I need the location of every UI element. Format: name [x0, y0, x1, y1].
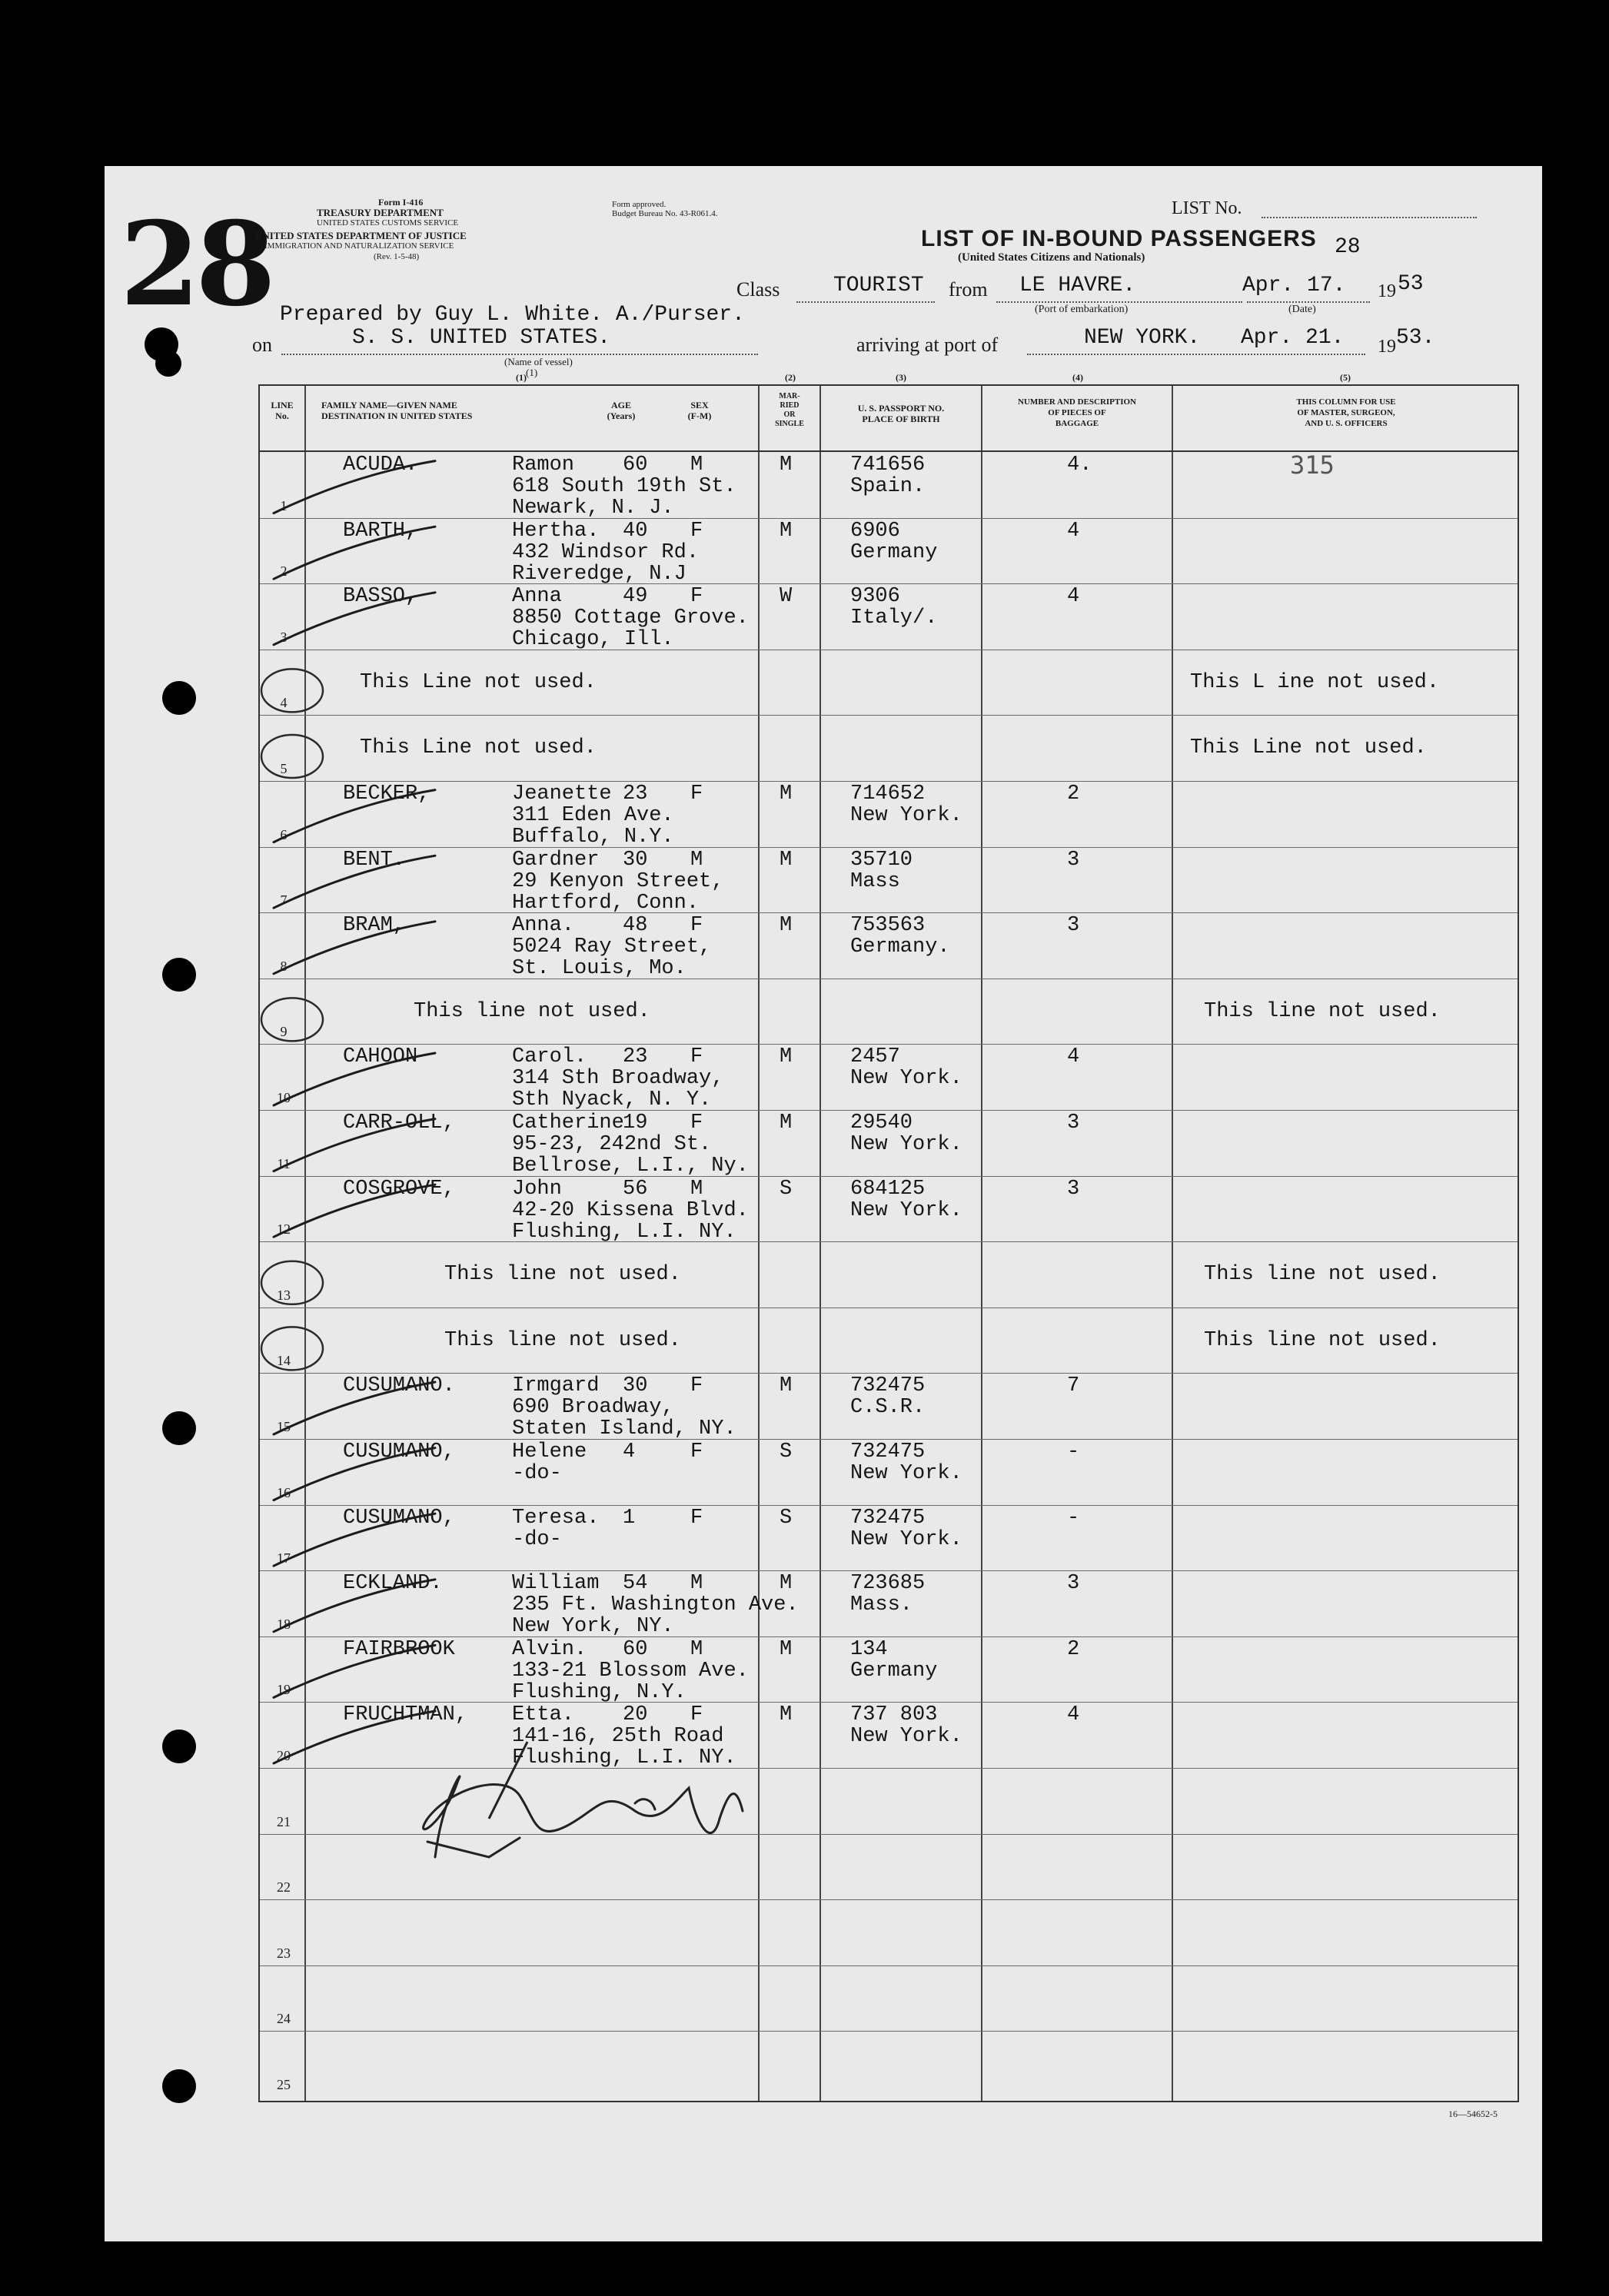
passenger-surname: FAIRBROOK — [343, 1637, 455, 1661]
row-rule — [260, 1439, 1518, 1440]
passenger-sex: M — [690, 848, 703, 872]
line-not-used-left: This line not used. — [444, 1328, 681, 1352]
row-rule — [260, 2031, 1518, 2032]
place-of-birth: Germany. — [850, 935, 950, 959]
line-number: 3 — [280, 629, 288, 645]
class-line — [796, 301, 935, 303]
class-value: TOURIST — [833, 274, 924, 297]
line-number: 21 — [277, 1813, 291, 1829]
port-of-embarkation: LE HAVRE. — [1019, 274, 1136, 297]
passenger-marital-status: M — [780, 1637, 793, 1661]
passenger-age: 60 — [623, 1637, 648, 1661]
col-num-2: (2) — [785, 372, 796, 383]
passenger-address-2: Sth Nyack, N. Y. — [512, 1088, 712, 1112]
line-number: 25 — [277, 2077, 291, 2092]
place-of-birth: New York. — [850, 1725, 962, 1749]
passenger-marital-status: M — [780, 848, 793, 872]
baggage-count: 3 — [1067, 1111, 1080, 1135]
vessel-name: S. S. UNITED STATES. — [352, 326, 611, 350]
row-rule — [260, 1307, 1518, 1308]
passenger-given-name: Anna. — [512, 914, 575, 938]
passenger-given-name: Ramon — [512, 454, 575, 477]
passport-number: 732475 — [850, 1374, 926, 1398]
year-prefix: 19 — [1378, 281, 1396, 301]
port-line — [996, 301, 1242, 303]
passenger-given-name: Alvin. — [512, 1637, 587, 1661]
arrival-year-prefix: 19 — [1378, 337, 1396, 357]
passenger-table — [258, 372, 1519, 2102]
passenger-surname: BRAM, — [343, 914, 406, 938]
passenger-age: 49 — [623, 585, 648, 609]
punch-hole — [162, 1729, 196, 1763]
col-header-married: MAR- RIED OR SINGLE — [775, 392, 804, 428]
passport-number: 732475 — [850, 1440, 926, 1464]
vessel-caption: (Name of vessel) — [504, 356, 573, 367]
passenger-sex: F — [690, 1703, 703, 1727]
passenger-sex: F — [690, 1440, 703, 1464]
passenger-marital-status: M — [780, 1045, 793, 1069]
passenger-sex: F — [690, 1506, 703, 1530]
row-rule — [260, 1373, 1518, 1374]
passenger-age: 20 — [623, 1703, 648, 1727]
passenger-sex: F — [690, 519, 703, 543]
place-of-birth: Germany — [850, 1659, 938, 1683]
place-of-birth: New York. — [850, 804, 962, 827]
passenger-age: 19 — [623, 1111, 648, 1135]
immigration-service: IMMIGRATION AND NATURALIZATION SERVICE — [264, 241, 454, 251]
line-number: 19 — [277, 1682, 291, 1698]
passenger-sex: F — [690, 783, 703, 806]
row-rule — [260, 1834, 1518, 1835]
passenger-age: 23 — [623, 1045, 648, 1069]
passenger-address-2: Chicago, Ill. — [512, 628, 674, 652]
line-not-used-right: This line not used. — [1204, 1263, 1441, 1287]
passenger-marital-status: M — [780, 454, 793, 477]
col-divider — [304, 386, 306, 2101]
revision: (Rev. 1-5-48) — [374, 252, 420, 261]
passenger-surname: CAHOON — [343, 1045, 418, 1069]
passport-number: 9306 — [850, 585, 900, 609]
line-not-used-right: This L ine not used. — [1190, 670, 1440, 694]
passenger-sex: M — [690, 1177, 703, 1201]
treasury-department: TREASURY DEPARTMENT — [317, 207, 444, 218]
form-approved: Form approved. — [612, 200, 667, 209]
passenger-address-2: Riveredge, N.J — [512, 562, 686, 586]
passenger-marital-status: W — [780, 585, 793, 609]
baggage-count: 3 — [1067, 1572, 1080, 1596]
passenger-given-name: John — [512, 1177, 562, 1201]
passenger-address-1: 314 Sth Broadway, — [512, 1067, 724, 1091]
passenger-sex: M — [690, 1637, 703, 1661]
passenger-address-2: Buffalo, N.Y. — [512, 826, 674, 849]
baggage-count: 4 — [1067, 519, 1080, 543]
arrival-year: 53. — [1396, 326, 1435, 350]
from-label: from — [949, 278, 988, 301]
row-rule — [260, 1702, 1518, 1703]
passenger-surname: BENT. — [343, 848, 406, 872]
passenger-given-name: Carol. — [512, 1045, 587, 1069]
passenger-sex: F — [690, 1111, 703, 1135]
passenger-address-1: 133-21 Blossom Ave. — [512, 1659, 749, 1683]
passenger-address-2: Newark, N. J. — [512, 497, 674, 520]
row-rule — [260, 1768, 1518, 1769]
list-title: LIST OF IN-BOUND PASSENGERS — [921, 226, 1317, 251]
place-of-birth: C.S.R. — [850, 1396, 926, 1420]
row-rule — [260, 1570, 1518, 1571]
col-num-5: (5) — [1340, 372, 1351, 383]
row-rule — [260, 1636, 1518, 1637]
passenger-marital-status: M — [780, 783, 793, 806]
passenger-address-1: -do- — [512, 1462, 562, 1485]
passenger-given-name: William — [512, 1572, 600, 1596]
passenger-address-2: Bellrose, L.I., Ny. — [512, 1155, 749, 1178]
official-mark: 315 — [1290, 450, 1335, 480]
line-not-used-left: This Line not used. — [360, 736, 597, 760]
arriving-label: arriving at port of — [856, 334, 999, 356]
passenger-marital-status: M — [780, 914, 793, 938]
passenger-sex: F — [690, 1374, 703, 1398]
row-rule — [260, 912, 1518, 913]
place-of-birth: New York. — [850, 1133, 962, 1156]
passenger-given-name: Jeanette — [512, 783, 612, 806]
baggage-count: 4 — [1067, 1045, 1080, 1069]
customs-service: UNITED STATES CUSTOMS SERVICE — [317, 218, 459, 228]
place-of-birth: Germany — [850, 540, 938, 564]
passenger-surname: FRUCHTMAN, — [343, 1703, 468, 1727]
baggage-count: - — [1067, 1506, 1080, 1530]
passenger-surname: BARTH, — [343, 519, 418, 543]
line-number: 6 — [280, 826, 288, 842]
row-rule — [260, 583, 1518, 584]
passenger-address-1: 690 Broadway, — [512, 1396, 674, 1420]
passenger-sex: F — [690, 585, 703, 609]
place-of-birth: New York. — [850, 1527, 962, 1551]
passport-number: 714652 — [850, 783, 926, 806]
passenger-given-name: Gardner — [512, 848, 600, 872]
passport-number: 753563 — [850, 914, 926, 938]
prepared-by: Prepared by Guy L. White. A./Purser. — [280, 303, 745, 327]
col-divider — [981, 386, 982, 2101]
passenger-surname: CARR-OLL, — [343, 1111, 455, 1135]
port-caption: (Port of embarkation) — [1035, 304, 1129, 315]
row-rule — [260, 1110, 1518, 1111]
line-number: 22 — [277, 1879, 291, 1896]
punch-hole — [162, 2069, 196, 2103]
punch-hole — [162, 681, 196, 715]
passenger-given-name: Hertha. — [512, 519, 600, 543]
passenger-given-name: Irmgard — [512, 1374, 600, 1398]
passenger-address-1: 95-23, 242nd St. — [512, 1133, 712, 1156]
line-number: 1 — [280, 497, 288, 513]
baggage-count: 4 — [1067, 585, 1080, 609]
line-number: 17 — [277, 1550, 291, 1567]
passport-number: 6906 — [850, 519, 900, 543]
col-num-1: (1) — [516, 372, 527, 383]
passport-number: 29540 — [850, 1111, 913, 1135]
passenger-address-2: Hartford, Conn. — [512, 891, 700, 915]
line-number: 20 — [277, 1748, 291, 1763]
list-number-large: 28 — [120, 197, 271, 332]
passenger-age: 4 — [623, 1440, 636, 1464]
row-rule — [260, 1505, 1518, 1506]
passenger-age: 54 — [623, 1572, 648, 1596]
line-number: 16 — [277, 1484, 291, 1500]
arrival-port: NEW YORK. — [1084, 326, 1201, 350]
place-of-birth: Mass — [850, 869, 900, 893]
col-header-name: FAMILY NAME—GIVEN NAME DESTINATION IN UNITED STATES — [321, 400, 473, 421]
col-divider — [1172, 386, 1173, 2101]
vessel-line — [281, 354, 758, 355]
passenger-marital-status: S — [780, 1177, 793, 1201]
passenger-surname: CUSUMANO, — [343, 1440, 455, 1464]
baggage-count: 3 — [1067, 914, 1080, 938]
line-number: 5 — [280, 761, 288, 776]
line-number: 9 — [280, 1024, 288, 1040]
passenger-sex: M — [690, 1572, 703, 1596]
passenger-age: 23 — [623, 783, 648, 806]
baggage-count: - — [1067, 1440, 1080, 1464]
col-divider — [758, 386, 760, 2101]
list-no-label: LIST No. — [1172, 198, 1242, 218]
list-subtitle: (United States Citizens and Nationals) — [958, 251, 1145, 264]
passenger-surname: ACUDA. — [343, 454, 418, 477]
line-number: 12 — [277, 1221, 291, 1238]
line-number: 4 — [280, 695, 288, 711]
row-rule — [260, 518, 1518, 519]
col-header-sex: SEX (F-M) — [687, 400, 712, 421]
passenger-sex: F — [690, 914, 703, 938]
col-header-age: AGE (Years) — [607, 400, 636, 421]
row-rule — [260, 1899, 1518, 1900]
passport-number: 723685 — [850, 1572, 926, 1596]
passenger-surname: CUSUMANO. — [343, 1374, 455, 1398]
place-of-birth: New York. — [850, 1067, 962, 1091]
class-label: Class — [736, 278, 780, 301]
passenger-age: 48 — [623, 914, 648, 938]
place-of-birth: Spain. — [850, 475, 926, 498]
line-number: 2 — [280, 563, 288, 580]
passenger-age: 1 — [623, 1506, 636, 1530]
line-not-used-right: This line not used. — [1204, 999, 1441, 1023]
passenger-age: 60 — [623, 454, 648, 477]
passenger-marital-status: M — [780, 1703, 793, 1727]
line-number: 10 — [277, 1090, 291, 1105]
passenger-marital-status: M — [780, 1111, 793, 1135]
line-number: 14 — [277, 1353, 291, 1369]
passenger-marital-status: S — [780, 1440, 793, 1464]
passenger-surname: BECKER, — [343, 783, 431, 806]
line-number: 11 — [277, 1155, 291, 1171]
passenger-address-1: 29 Kenyon Street, — [512, 869, 724, 893]
line-number: 18 — [277, 1616, 291, 1632]
passenger-marital-status: S — [780, 1506, 793, 1530]
punch-hole — [162, 1411, 196, 1445]
passenger-given-name: Etta. — [512, 1703, 575, 1727]
row-rule — [260, 1241, 1518, 1242]
passport-number: 737 803 — [850, 1703, 938, 1727]
line-not-used-left: This Line not used. — [360, 670, 597, 694]
baggage-count: 4 — [1067, 1703, 1080, 1727]
col-num-3: (3) — [896, 372, 906, 383]
punch-hole — [155, 351, 181, 377]
passenger-given-name: Anna — [512, 585, 562, 609]
passenger-address-1: 141-16, 25th Road — [512, 1725, 724, 1749]
passenger-age: 30 — [623, 1374, 648, 1398]
passenger-address-2: Flushing, L.I. NY. — [512, 1746, 736, 1770]
punch-hole — [162, 958, 196, 992]
arrival-line — [1027, 354, 1365, 355]
baggage-count: 2 — [1067, 1637, 1080, 1661]
passport-number: 35710 — [850, 848, 913, 872]
col-header-passport: U. S. PASSPORT NO. PLACE OF BIRTH — [857, 403, 945, 424]
passenger-marital-status: M — [780, 519, 793, 543]
passenger-sex: F — [690, 1045, 703, 1069]
col-divider — [819, 386, 821, 2101]
passenger-surname: CUSUMANO, — [343, 1506, 455, 1530]
line-number: 15 — [277, 1419, 291, 1434]
passenger-surname: ECKLAND. — [343, 1572, 443, 1596]
passenger-address-1: 618 South 19th St. — [512, 475, 736, 498]
passenger-address-1: 42-20 Kissena Blvd. — [512, 1198, 749, 1222]
passenger-address-1: 432 Windsor Rd. — [512, 540, 700, 564]
row-rule — [260, 781, 1518, 782]
arrival-date: Apr. 21. — [1241, 326, 1345, 350]
passenger-address-2: Staten Island, NY. — [512, 1417, 736, 1441]
list-no-line — [1262, 217, 1477, 218]
budget-bureau: Budget Bureau No. 43-R061.4. — [612, 209, 718, 218]
passenger-given-name: Teresa. — [512, 1506, 600, 1530]
place-of-birth: New York. — [850, 1462, 962, 1485]
passport-number: 2457 — [850, 1045, 900, 1069]
vessel-col-num: (1) — [526, 367, 538, 378]
col-header-line-no: LINE No. — [271, 400, 294, 421]
passport-number: 732475 — [850, 1506, 926, 1530]
baggage-count: 7 — [1067, 1374, 1080, 1398]
passenger-given-name: Catherine — [512, 1111, 624, 1135]
row-rule — [260, 847, 1518, 848]
passport-number: 741656 — [850, 454, 926, 477]
passenger-age: 40 — [623, 519, 648, 543]
date-caption: (Date) — [1288, 304, 1316, 315]
line-not-used-right: This Line not used. — [1190, 736, 1427, 760]
col-header-officers: THIS COLUMN FOR USE OF MASTER, SURGEON, AND U. S. OFFICERS — [1296, 397, 1396, 428]
embark-date: Apr. 17. — [1242, 274, 1346, 297]
passport-number: 134 — [850, 1637, 888, 1661]
line-number: 24 — [277, 2011, 291, 2027]
justice-department: UNITED STATES DEPARTMENT OF JUSTICE — [255, 230, 467, 241]
on-label: on — [252, 334, 272, 356]
passenger-surname: COSGROVE, — [343, 1177, 455, 1201]
line-number: 8 — [280, 958, 288, 974]
place-of-birth: Italy/. — [850, 606, 938, 630]
passenger-address-1: 311 Eden Ave. — [512, 804, 674, 827]
row-rule — [260, 1176, 1518, 1177]
form-number: Form I-416 — [378, 197, 424, 208]
row-rule — [260, 715, 1518, 716]
row-rule — [260, 1044, 1518, 1045]
line-number: 7 — [280, 892, 288, 909]
row-rule — [260, 1965, 1518, 1966]
col-num-4: (4) — [1072, 372, 1083, 383]
embark-year: 53 — [1398, 272, 1424, 296]
passenger-marital-status: M — [780, 1572, 793, 1596]
date-line — [1247, 301, 1370, 303]
baggage-count: 4. — [1067, 454, 1092, 477]
line-not-used-left: This line not used. — [444, 1263, 681, 1287]
passenger-address-1: 235 Ft. Washington Ave. — [512, 1593, 799, 1617]
passport-number: 684125 — [850, 1177, 926, 1201]
passenger-age: 56 — [623, 1177, 648, 1201]
line-not-used-left: This line not used. — [414, 999, 650, 1023]
line-number: 23 — [277, 1945, 291, 1961]
col-header-baggage: NUMBER AND DESCRIPTION OF PIECES OF BAGGAGE — [1017, 397, 1137, 428]
passenger-address-2: New York, NY. — [512, 1615, 674, 1639]
passenger-address-2: Flushing, N.Y. — [512, 1680, 686, 1704]
passenger-age: 30 — [623, 848, 648, 872]
passenger-marital-status: M — [780, 1374, 793, 1398]
passenger-address-1: 5024 Ray Street, — [512, 935, 712, 959]
manifest-sheet — [105, 166, 1542, 2241]
footer-code: 16—54652-5 — [1448, 2108, 1498, 2119]
baggage-count: 3 — [1067, 1177, 1080, 1201]
passenger-given-name: Helene — [512, 1440, 587, 1464]
baggage-count: 3 — [1067, 848, 1080, 872]
passenger-sex: M — [690, 454, 703, 477]
passenger-address-2: Flushing, L.I. NY. — [512, 1220, 736, 1244]
place-of-birth: New York. — [850, 1198, 962, 1222]
passenger-address-1: 8850 Cottage Grove. — [512, 606, 749, 630]
list-number: 28 — [1335, 235, 1361, 259]
passenger-address-1: -do- — [512, 1527, 562, 1551]
passenger-address-2: St. Louis, Mo. — [512, 957, 686, 981]
place-of-birth: Mass. — [850, 1593, 913, 1617]
passenger-surname: BASSO, — [343, 585, 418, 609]
baggage-count: 2 — [1067, 783, 1080, 806]
line-not-used-right: This line not used. — [1204, 1328, 1441, 1352]
line-number: 13 — [277, 1287, 291, 1303]
